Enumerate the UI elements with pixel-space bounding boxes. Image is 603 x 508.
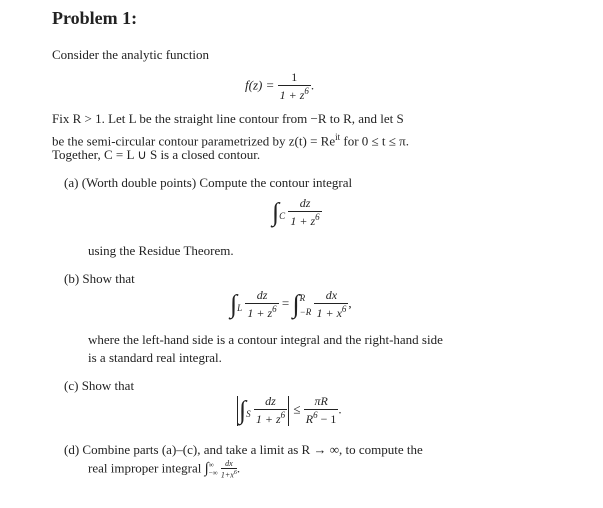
part-b-rhs-den-exp: 6 [341,304,347,314]
part-b-lhs-sub: L [237,303,243,314]
part-b-rhs-fraction [314,288,348,321]
part-b-end: , [348,295,352,311]
part-c-end: . [338,401,342,417]
part-b-text: Show that [82,271,135,286]
part-d-den-exp: 6 [233,470,237,476]
part-b-lhs-den-base: 1 + z [247,306,273,320]
abs-bar-left [237,396,238,426]
part-d-lower: −∞ [208,469,218,478]
part-d [64,441,423,459]
function-lhs: f(z) = [245,77,275,93]
part-c-denominator [254,409,287,427]
part-b-after-2: is a standard real integral. [88,350,222,365]
part-c-sub: S [246,409,251,420]
part-c-rhs-denominator [304,409,339,427]
part-c-rhs-den-exp: 6 [313,410,318,420]
part-c-text: Show that [81,378,135,393]
part-b-lhs-fraction [245,288,278,321]
function-end: . [310,77,315,93]
part-a-fraction [288,196,321,229]
part-a-integral [272,196,322,229]
function-den-base: 1 + z [279,88,305,102]
para-line-2-end: for 0 ≤ t ≤ π. [340,133,409,149]
part-c-label: (c) [64,378,79,393]
part-b-lhs-numerator: dz [256,288,268,302]
part-d-fraction [221,459,237,480]
function-numerator: 1 [291,70,298,84]
rhs-integral-sign: ∫ [292,289,300,319]
part-c [64,377,134,395]
part-b-equation [230,288,352,321]
abs-bar-right [288,396,289,426]
contour-integral-sign: ∫ [272,197,280,227]
part-d-line-2-wrap [88,459,240,480]
part-b-lhs-denominator [245,303,278,321]
part-c-numerator: dz [265,394,276,408]
part-c-den-exp: 6 [280,410,286,420]
part-a-numerator: dz [299,196,311,210]
function-den-exp: 6 [304,86,309,96]
part-d-upper: ∞ [208,461,214,470]
part-d-line-1: Combine parts (a)–(c), and take a limit as R → ∞, to compute the [82,442,423,457]
part-c-le: ≤ [293,401,301,417]
function-fraction [278,70,311,103]
part-d-end: . [236,460,241,476]
part-c-rhs-fraction [304,394,342,427]
part-d-label: (d) [64,442,80,457]
part-b-rhs-numerator: dx [325,288,338,302]
part-b-rhs-limits [300,291,312,319]
part-a-label: (a) [64,175,79,190]
lhs-integral-sign: ∫ [230,289,238,319]
part-d-den-base: 1+x [220,470,234,480]
part-b-after-1: where the left-hand side is a contour integral and the right-hand side [88,332,443,347]
part-b-equals: = [281,295,290,311]
part-c-inequality [236,394,342,427]
para-line-2-text: be the semi-circular contour parametrized by z(t) = Re [52,133,336,149]
semicircle-integral-sign: ∫ [239,395,247,425]
part-a-den-base: 1 + z [290,214,316,228]
part-b-label: (b) [64,271,80,286]
part-d-denominator [221,468,237,480]
part-c-fraction [254,394,287,427]
part-d-line-2: real improper integral [88,460,202,476]
part-b-rhs-den-base: 1 + x [316,306,342,320]
part-a-den-exp: 6 [315,212,320,222]
para-line-1: Fix R > 1. Let L be the straight line contour from −R to R, and let S [52,111,404,126]
intro-text: Consider the analytic function [52,47,210,62]
part-d-limits [209,461,218,477]
part-b-rhs-lower: −R [299,306,312,317]
part-c-den-base: 1 + z [255,412,281,426]
part-d-numerator: dx [225,459,233,468]
para-line-2-exp: it [335,132,341,142]
part-a-text: (Worth double points) Compute the contour integral [81,175,353,190]
part-b-rhs-upper: R [299,292,306,303]
improper-integral-sign: ∫ [204,460,209,477]
part-b-lhs-den-exp: 6 [272,304,277,314]
part-b-rhs-denominator [314,303,348,321]
part-a-int-sub: C [279,211,286,222]
part-c-rhs-den-tail: − 1 [317,412,337,426]
para-line-3: Together, C = L ∪ S is a closed contour. [52,147,261,162]
part-a-after: using the Residue Theorem. [88,243,234,258]
part-b [64,270,135,288]
part-a [64,174,352,192]
part-c-rhs-numerator: πR [314,394,328,408]
problem-title: Problem 1: [52,8,138,28]
part-a-denominator [288,211,321,229]
function-denominator [278,85,311,103]
function-definition [245,70,314,103]
part-c-rhs-den-base: R [305,412,314,426]
